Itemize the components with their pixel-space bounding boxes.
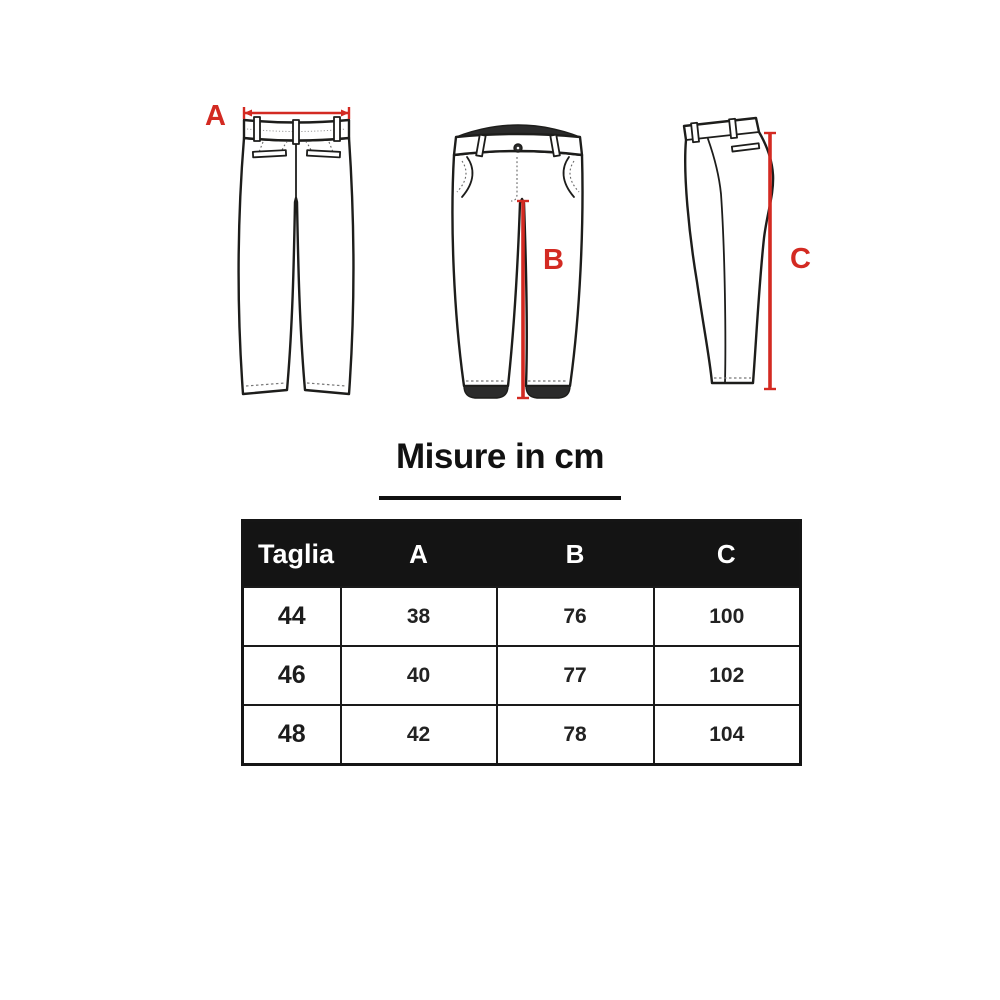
cell-b: 77 [497,646,654,705]
cell-taglia: 48 [243,705,341,765]
cell-a: 42 [341,705,497,765]
header-cell-c: C [654,521,801,588]
cell-c: 100 [654,587,801,646]
size-row-44 [243,587,801,646]
measure-label-c: C [790,243,811,275]
pants-back-view-diagram [203,92,367,407]
cell-a: 40 [341,646,497,705]
header-cell-b: B [497,521,654,588]
measure-label-a: A [205,100,226,132]
page-title: Misure in cm [396,437,604,476]
header-cell-taglia: Taglia [243,521,341,588]
size-row-48 [243,705,801,765]
title-underline [379,496,621,500]
cell-a: 38 [341,587,497,646]
pants-side-view-diagram [668,112,818,402]
cell-taglia: 46 [243,646,341,705]
pants-side-view [684,118,773,383]
size-row-46 [243,646,801,705]
cell-c: 104 [654,705,801,765]
cell-taglia: 44 [243,587,341,646]
size-table [241,519,802,766]
back-pocket-right [307,150,340,157]
pants-back-view [239,117,354,394]
pants-front-view-diagram [448,110,604,405]
back-pocket-left [253,150,286,157]
size-table-header-row [243,521,801,588]
measure-label-b: B [543,244,564,276]
measure-line-c [764,133,811,389]
cell-b: 76 [497,587,654,646]
cell-b: 78 [497,705,654,765]
header-cell-a: A [341,521,497,588]
cell-c: 102 [654,646,801,705]
